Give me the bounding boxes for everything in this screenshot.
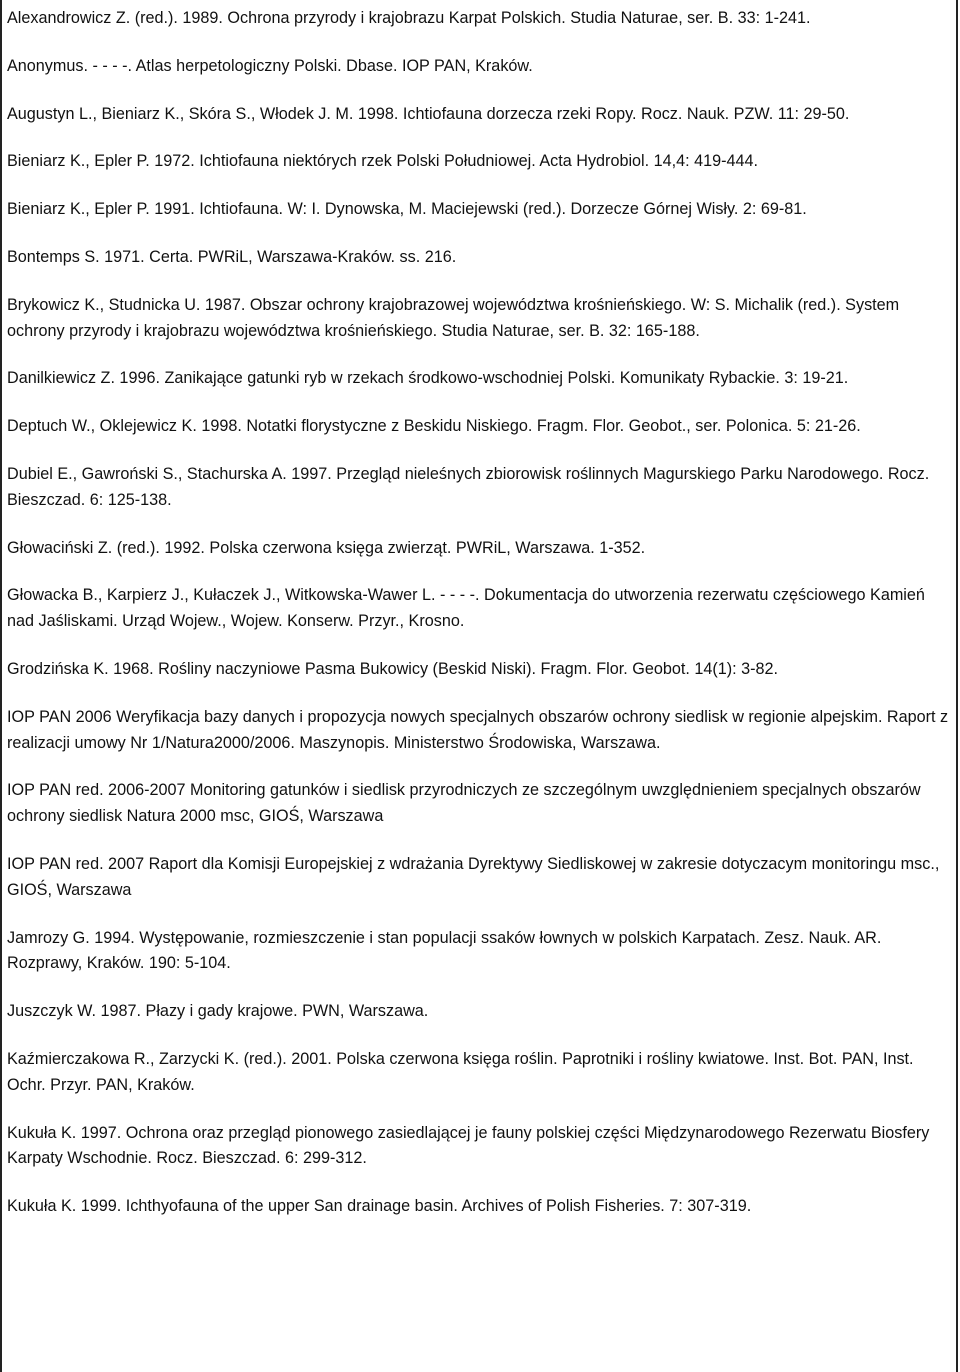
reference-entry: Głowacka B., Karpierz J., Kułaczek J., Witkowska-Wawer L. - - - -. Dokumentacja do utworzenia rezerwatu częściowego Kamień nad Jaśliskami. Urząd Wojew., Wojew. Konserw. Przyr., Krosno. [7,586,925,631]
reference-entry: Bieniarz K., Epler P. 1972. Ichtiofauna niektórych rzek Polski Południowej. Acta Hydrobiol. 14,4: 419-444. [7,152,759,171]
reference-entry: Deptuch W., Oklejewicz K. 1998. Notatki florystyczne z Beskidu Niskiego. Fragm. Flor. Geobot., ser. Polonica. 5: 21-26. [7,417,861,436]
reference-entry: Juszczyk W. 1987. Płazy i gady krajowe. PWN, Warszawa. [7,1002,429,1021]
reference-entry: Alexandrowicz Z. (red.). 1989. Ochrona przyrody i krajobrazu Karpat Polskich. Studia Naturae, ser. B. 33: 1-241. [7,9,811,27]
reference-entry: Głowaciński Z. (red.). 1992. Polska czerwona księga zwierząt. PWRiL, Warszawa. 1-352. [7,538,646,557]
reference-entry: Grodzińska K. 1968. Rośliny naczyniowe Pasma Bukowicy (Beskid Niski). Fragm. Flor. Geobot. 14(1): 3-82. [7,659,779,678]
reference-entry: Danilkiewicz Z. 1996. Zanikające gatunki ryb w rzekach środkowo-wschodniej Polski. Komunikaty Rybackie. 3: 19-21. [7,369,849,388]
reference-entry: Dubiel E., Gawroński S., Stachurska A. 1997. Przegląd nieleśnych zbiorowisk roślinnych Magurskiego Parku Narodowego. Rocz. Bieszczad. 6: 125-138. [7,464,930,509]
reference-entry: Bontemps S. 1971. Certa. PWRiL, Warszawa-Kraków. ss. 216. [7,247,457,266]
reference-entry: Augustyn L., Bieniarz K., Skóra S., Włodek J. M. 1998. Ichtiofauna dorzecza rzeki Ropy. Rocz. Nauk. PZW. 11: 29-50. [7,104,850,123]
reference-entry: Kukuła K. 1999. Ichthyofauna of the upper San drainage basin. Archives of Polish Fisheries. 7: 307-319. [7,1197,752,1216]
reference-entry: Jamrozy G. 1994. Występowanie, rozmieszczenie i stan populacji ssaków łownych w polskich Karpatach. Zesz. Nauk. AR. Rozprawy, Kraków. 190: 5-104. [7,928,882,973]
reference-entry: Kukuła K. 1997. Ochrona oraz przegląd pionowego zasiedlającej je fauny polskiej części Międzynarodowego Rezerwatu Biosfery Karpaty Wschodnie. Rocz. Bieszczad. 6: 299-312. [7,1123,930,1168]
reference-entry: Bieniarz K., Epler P. 1991. Ichtiofauna. W: I. Dynowska, M. Maciejewski (red.). Dorzecze Górnej Wisły. 2: 69-81. [7,200,807,219]
reference-entry: Anonymus. - - - -. Atlas herpetologiczny Polski. Dbase. IOP PAN, Kraków. [7,56,533,75]
reference-entry: Brykowicz K., Studnicka U. 1987. Obszar ochrony krajobrazowej województwa krośnieńskiego. W: S. Michalik (red.). System ochrony przyrody i krajobrazu województwa krośnieńskiego. Studia Naturae, ser. B. 32: 165-188. [7,295,900,340]
reference-list [7,6,952,1242]
reference-entry: IOP PAN 2006 Weryfikacja bazy danych i propozycja nowych specjalnych obszarów ochrony siedlisk w regionie alpejskim. Raport z realizacji umowy Nr 1/Natura2000/2006. Maszynopis. Ministerstwo Środowiska, Warszawa. [7,707,949,752]
reference-entry: Kaźmierczakowa R., Zarzycki K. (red.). 2001. Polska czerwona księga roślin. Paprotniki i rośliny kwiatowe. Inst. Bot. PAN, Inst. Ochr. Przyr. PAN, Kraków. [7,1049,914,1094]
reference-entry: IOP PAN red. 2007 Raport dla Komisji Europejskiej z wdrażania Dyrektywy Siedliskowej w zakresie dotyczacym monitoringu msc., GIOŚ, Warszawa [7,854,940,899]
reference-entry: IOP PAN red. 2006-2007 Monitoring gatunków i siedlisk przyrodniczych ze szczególnym uwzględnieniem specjalnych obszarów ochrony siedlisk Natura 2000 msc, GIOŚ, Warszawa [7,781,921,826]
